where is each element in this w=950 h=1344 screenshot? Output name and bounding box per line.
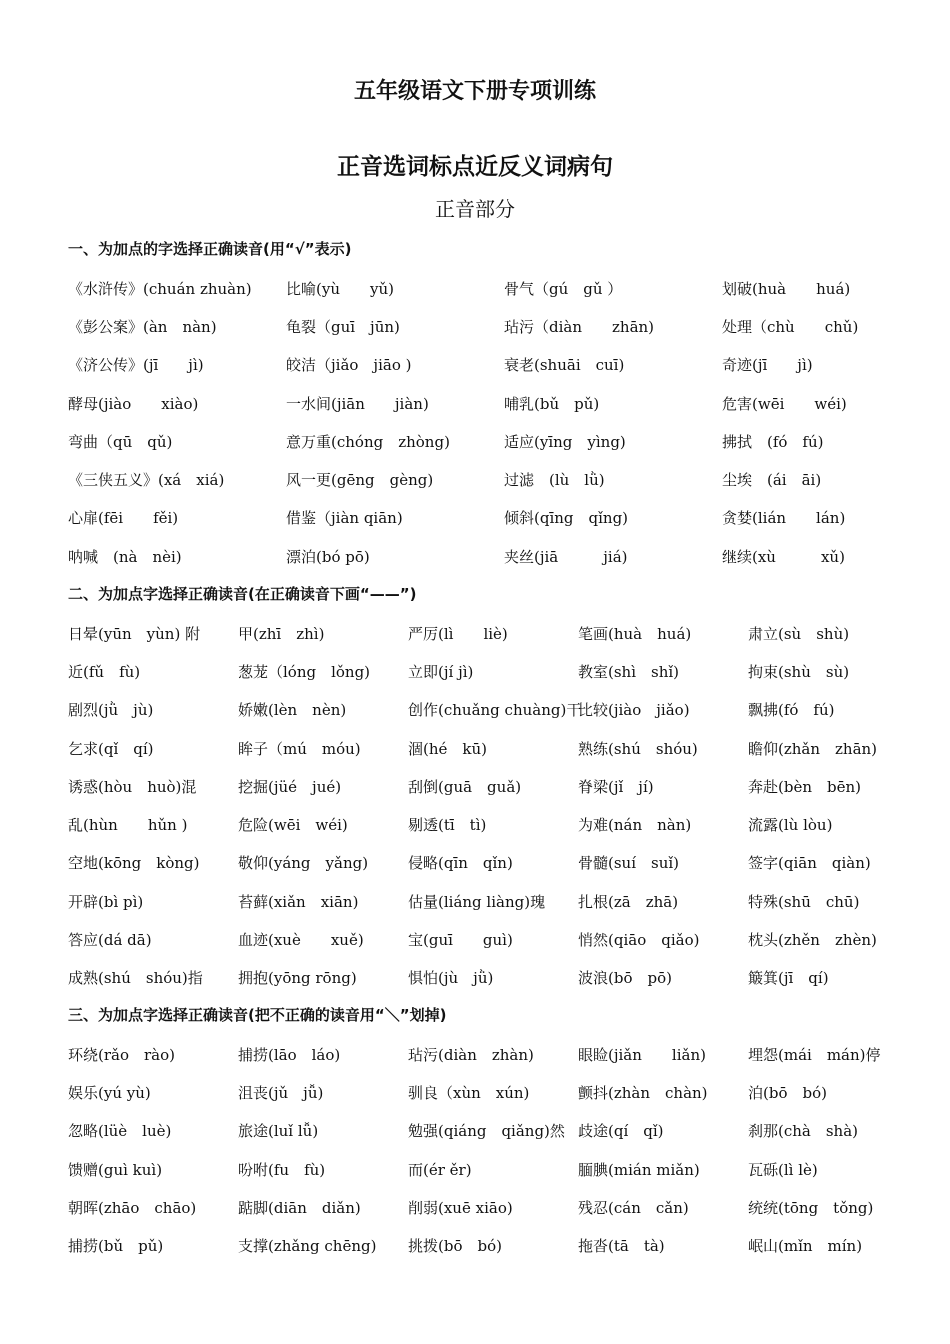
- word-item: 乱(hùn hǔn ): [68, 816, 188, 835]
- exercise-grid-3: [68, 1035, 918, 1265]
- word-item: 剔透(tī tì): [408, 816, 487, 835]
- word-item: 苔藓(xiǎn xiān): [238, 892, 359, 911]
- word-item: 挑拨(bō bó): [408, 1237, 502, 1256]
- exercise-row: [68, 805, 918, 843]
- word-item: 流露(lù lòu): [748, 816, 833, 835]
- exercise-row: [68, 1035, 918, 1073]
- word-item: 笔画(huà huá): [578, 624, 692, 643]
- exercise-row: [68, 882, 918, 920]
- word-item: 颤抖(zhàn chàn): [578, 1083, 708, 1102]
- word-item: 《水浒传》(chuán zhuàn): [68, 279, 252, 298]
- section-heading: 二、为加点字选择正确读音(在正确读音下画“——”): [68, 585, 417, 603]
- word-item: 创作(chuǎng chuàng)干: [408, 701, 582, 720]
- word-item: 开辟(bì pì): [68, 892, 144, 911]
- word-item: 继续(xù xǔ): [722, 547, 845, 566]
- word-item: 脊梁(jǐ jí): [578, 777, 654, 796]
- word-item: 呐喊 (nà nèi): [68, 547, 182, 566]
- word-item: 沮丧(jǔ jǚ): [238, 1083, 324, 1102]
- word-item: 玷污(diàn zhàn): [408, 1045, 534, 1064]
- word-item: 骨髓(suí suǐ): [578, 854, 680, 873]
- word-item: 心扉(fēi fěi): [68, 509, 179, 528]
- word-item: 皎洁（jiǎo jiāo ): [286, 356, 412, 375]
- exercise-row: [68, 691, 918, 729]
- word-item: 《三侠五义》(xá xiá): [68, 471, 225, 490]
- word-item: 估量(liáng liàng)瑰: [408, 892, 546, 911]
- word-item: 酵母(jiào xiào): [68, 394, 199, 413]
- word-item: 飘拂(fó fú): [748, 701, 835, 720]
- word-item: 教室(shì shǐ): [578, 662, 680, 681]
- word-item: 严厉(lì liè): [408, 624, 508, 643]
- word-item: 意万重(chóng zhòng): [286, 432, 450, 451]
- word-item: 哺乳(bǔ pǔ): [504, 394, 600, 413]
- word-item: 瓦砾(lì lè): [748, 1160, 818, 1179]
- word-item: 敬仰(yáng yǎng): [238, 854, 369, 873]
- word-item: 环绕(rǎo rào): [68, 1045, 175, 1064]
- word-item: 枕头(zhěn zhèn): [748, 931, 877, 950]
- word-item: 奇迹(jī jì): [722, 356, 813, 375]
- word-item: 剧烈(jǜ jù): [68, 701, 154, 720]
- word-item: 一水间(jiān jiàn): [286, 394, 429, 413]
- exercise-row: [68, 1188, 918, 1226]
- exercise-row: [68, 422, 940, 460]
- word-item: 侵略(qīn qǐn): [408, 854, 513, 873]
- exercise-row: [68, 1150, 918, 1188]
- word-item: 适应(yīng yìng): [504, 432, 626, 451]
- word-item: 宝(guī guì): [408, 931, 513, 950]
- word-item: 残忍(cán cǎn): [578, 1198, 689, 1217]
- document-title: 五年级语文下册专项训练: [353, 79, 596, 104]
- word-item: 奔赴(bèn bēn): [748, 777, 861, 796]
- word-item: 尘埃 (ái āi): [722, 471, 822, 490]
- part-label: 正音部分: [435, 197, 515, 221]
- exercise-row: [68, 346, 940, 384]
- word-item: 刮倒(guā guǎ): [408, 777, 522, 796]
- word-item: 答应(dá dā): [68, 931, 152, 950]
- word-item: 危险(wēi wéi): [238, 816, 348, 835]
- word-item: 危害(wēi wéi): [722, 394, 847, 413]
- exercise-row: [68, 460, 940, 498]
- word-item: 挖掘(jüé jué): [238, 777, 342, 796]
- word-item: 驯良（xùn xún): [408, 1083, 530, 1102]
- exercise-grid-2: [68, 614, 918, 997]
- word-item: 拘束(shù sù): [748, 662, 850, 681]
- exercise-row: [68, 499, 940, 537]
- word-item: 乞求(qǐ qí): [68, 739, 154, 758]
- word-item: 捕捞(lāo láo): [238, 1045, 341, 1064]
- word-item: 捕捞(bǔ pǔ): [68, 1237, 164, 1256]
- word-item: 瞻仰(zhǎn zhān): [748, 739, 878, 758]
- word-item: 倾斜(qīng qǐng): [504, 509, 629, 528]
- word-item: 夹丝(jiā jiá): [504, 547, 628, 566]
- exercise-row: [68, 652, 918, 690]
- word-item: 诱惑(hòu huò)混: [68, 777, 197, 796]
- word-item: 贪婪(lián lán): [722, 509, 846, 528]
- word-item: 立即(jí jì): [408, 662, 474, 681]
- word-item: 波浪(bō pō): [578, 969, 672, 988]
- word-item: 刹那(chà shà): [748, 1122, 859, 1141]
- word-item: 惧怕(jù jǜ): [408, 969, 494, 988]
- word-item: 玷污（diàn zhān): [504, 317, 655, 336]
- word-item: 拂拭 (fó fú): [722, 432, 824, 451]
- word-item: 熟练(shú shóu): [578, 739, 698, 758]
- word-item: 扎根(zā zhā): [578, 892, 679, 911]
- word-item: 忽略(lüè luè): [68, 1122, 172, 1141]
- exercise-row: [68, 920, 918, 958]
- exercise-row: [68, 1112, 918, 1150]
- word-item: 特殊(shū chū): [748, 892, 860, 911]
- word-item: 涸(hé kū): [408, 739, 487, 758]
- exercise-row: [68, 537, 940, 575]
- word-item: 甲(zhī zhì): [238, 624, 325, 643]
- word-item: 葱茏（lóng lǒng): [238, 662, 371, 681]
- word-item: 过滤 (lù lǜ): [504, 471, 605, 490]
- word-item: 娱乐(yú yù): [68, 1083, 151, 1102]
- word-item: 成熟(shú shóu)指: [68, 969, 203, 988]
- exercise-row: [68, 959, 918, 997]
- exercise-row: [68, 614, 918, 652]
- word-item: 勉强(qiáng qiǎng)然: [408, 1122, 565, 1141]
- exercise-row: [68, 307, 940, 345]
- word-item: 眸子（mú móu): [238, 739, 361, 758]
- word-item: 泊(bō bó): [748, 1083, 827, 1102]
- word-item: 漂泊(bó pō): [286, 547, 370, 566]
- word-item: 风一更(gēng gèng): [286, 471, 434, 490]
- exercise-row: [68, 767, 918, 805]
- word-item: 日晕(yūn yùn) 附: [68, 624, 201, 643]
- word-item: 而(ér ěr): [408, 1160, 472, 1179]
- word-item: 龟裂（guī jūn): [286, 317, 400, 336]
- word-item: 歧途(qí qǐ): [578, 1122, 664, 1141]
- word-item: 削弱(xuē xiāo): [408, 1198, 513, 1217]
- section-heading: 三、为加点字选择正确读音(把不正确的读音用“＼”划掉): [68, 1006, 447, 1024]
- section-heading: 一、为加点的字选择正确读音(用“√”表示): [68, 240, 352, 258]
- word-item: 血迹(xuè xuě): [238, 931, 364, 950]
- document-subtitle: 正音选词标点近反义词病句: [337, 154, 613, 180]
- word-item: 划破(huà huá): [722, 279, 851, 298]
- exercise-row: [68, 384, 940, 422]
- word-item: 踮脚(diān diǎn): [238, 1198, 361, 1217]
- word-item: 统统(tōng tǒng): [748, 1198, 874, 1217]
- word-item: 吩咐(fu fù): [238, 1160, 326, 1179]
- exercise-row: [68, 729, 918, 767]
- exercise-row: [68, 1226, 918, 1264]
- word-item: 《济公传》(jī jì): [68, 356, 204, 375]
- word-item: 馈赠(guì kuì): [68, 1160, 163, 1179]
- word-item: 岷山(mǐn mín): [748, 1237, 863, 1256]
- word-item: 悄然(qiāo qiǎo): [578, 931, 700, 950]
- word-item: 骨气（gú gǔ ）: [504, 279, 623, 298]
- word-item: 腼腆(mián miǎn): [578, 1160, 700, 1179]
- word-item: 埋怨(mái mán)停: [748, 1045, 881, 1064]
- exercise-row: [68, 844, 918, 882]
- word-item: 娇嫩(lèn nèn): [238, 701, 347, 720]
- word-item: 《彭公案》(àn nàn): [68, 317, 217, 336]
- word-item: 空地(kōng kòng): [68, 854, 200, 873]
- word-item: 拥抱(yōng rōng): [238, 969, 357, 988]
- word-item: 签字(qiān qiàn): [748, 854, 871, 873]
- word-item: 眼睑(jiǎn liǎn): [578, 1045, 706, 1064]
- word-item: 簸箕(jī qí): [748, 969, 829, 988]
- exercise-row: [68, 269, 940, 307]
- word-item: 处理（chù chǔ): [722, 317, 859, 336]
- word-item: 支撑(zhǎng chēng): [238, 1237, 377, 1256]
- exercise-row: [68, 1073, 918, 1111]
- word-item: 衰老(shuāi cuī): [504, 356, 625, 375]
- word-item: 肃立(sù shù): [748, 624, 850, 643]
- word-item: 近(fǔ fù): [68, 662, 141, 681]
- word-item: 比喻(yù yǔ): [286, 279, 394, 298]
- exercise-grid-1: [68, 269, 940, 575]
- word-item: 朝晖(zhāo chāo): [68, 1198, 197, 1217]
- word-item: 比较(jiào jiǎo): [578, 701, 690, 720]
- word-item: 拖沓(tā tà): [578, 1237, 665, 1256]
- word-item: 旅途(luǐ lǚ): [238, 1122, 319, 1141]
- word-item: 为难(nán nàn): [578, 816, 692, 835]
- word-item: 借鉴（jiàn qiān): [286, 509, 403, 528]
- word-item: 弯曲（qū qǔ): [68, 432, 173, 451]
